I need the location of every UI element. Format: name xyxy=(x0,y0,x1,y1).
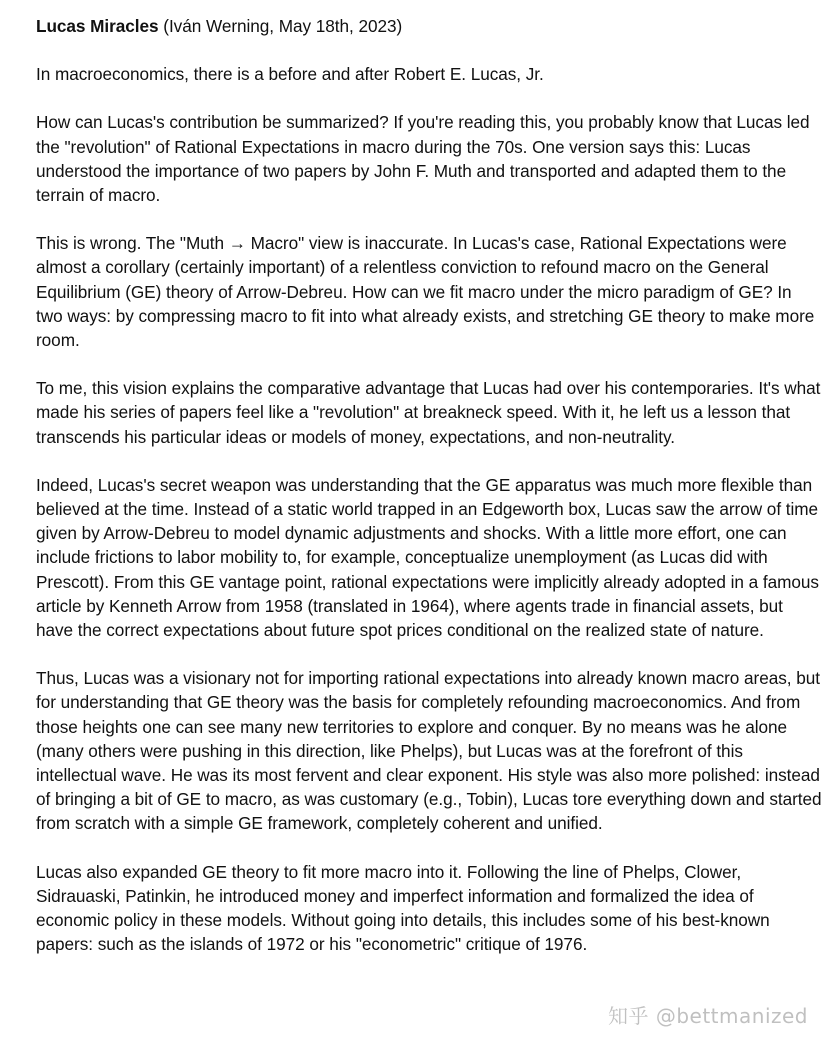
paragraph-expanded-ge: Lucas also expanded GE theory to fit more macro into it. Following the line of Phelps, Clower, Sidrauaski, Patinkin, he introduced money and imperfect information and formalized the idea of economic policy in these models. Without going into details, this includes some of his best-known papers: such as the islands of 1972 or his "econometric" critique of 1976. xyxy=(36,861,770,955)
title-line xyxy=(36,14,822,38)
article-title: Lucas Miracles xyxy=(36,16,159,36)
paragraph-visionary: Thus, Lucas was a visionary not for importing rational expectations into already known macro areas, but for understanding that GE theory was the basis for completely refounding macroeconomics. And from those heights one can see many new territories to explore and conquer. By no means was he alone (many others were pushing in this direction, like Phelps), but Lucas was at the forefront of this intellectual wave. He was its most fervent and clear exponent. His style was also more polished: instead of bringing a bit of GE to macro, as was customary (e.g., Tobin), Lucas tore everything down and started from scratch with a simple GE framework, completely coherent and unified. xyxy=(36,668,822,834)
paragraph-secret-weapon: Indeed, Lucas's secret weapon was understanding that the GE apparatus was much more flexible than believed at the time. Instead of a static world trapped in an Edgeworth box, Lucas saw the arrow of time given by Arrow-Debreu to model dynamic adjustments and shocks. With a little more effort, one can include frictions to labor mobility to, for example, conceptualize unemployment (as Lucas did with Prescott). From this GE vantage point, rational expectations were implicitly already adopted in a famous article by Kenneth Arrow from 1958 (translated in 1964), where agents trade in financial assets, but have the correct expectations about future spot prices conditional on the realized state of nature. xyxy=(36,474,819,641)
paragraph-comparative-advantage: To me, this vision explains the comparative advantage that Lucas had over his contemporaries. It's what made his series of papers feel like a "revolution" at breakneck speed. With it, he left us a lesson that transcends his particular ideas or models of money, expectations, and non-neutrality. xyxy=(36,378,821,447)
paragraph-intro: In macroeconomics, there is a before and after Robert E. Lucas, Jr. xyxy=(36,64,544,85)
article-byline: (Iván Werning, May 18th, 2023) xyxy=(158,16,403,36)
watermark: 知乎 @bettmanized xyxy=(607,1004,808,1028)
paragraph-summary-question: How can Lucas's contribution be summarized? If you're reading this, you probably know that Lucas led the "revolution" of Rational Expectations in macro during the 70s. One version says this: Lucas understood the importance of two papers by John F. Muth and transported and adapted them to the terrain of macro. xyxy=(36,112,810,206)
paragraph-muth-macro: This is wrong. The "Muth → Macro" view is inaccurate. In Lucas's case, Rational Expectations were almost a corollary (certainly important) of a relentless conviction to refound macro on the General Equilibrium (GE) theory of Arrow-Debreu. How can we fit macro under the micro paradigm of GE? In two ways: by compressing macro to fit into what already exists, and stretching GE theory to make more room. xyxy=(36,233,815,351)
document-body xyxy=(36,14,822,981)
